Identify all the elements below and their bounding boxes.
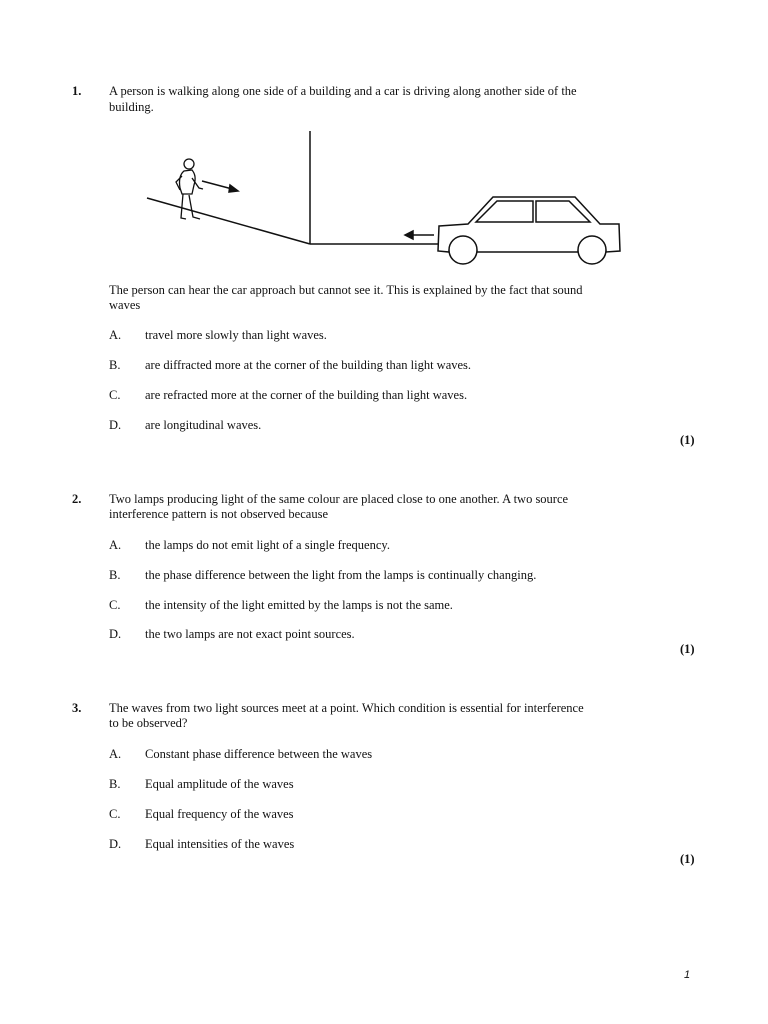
option-text: the intensity of the light emitted by the lamps is not the same. (145, 598, 453, 612)
option-text: travel more slowly than light waves. (145, 328, 327, 342)
question-1-lead-line1: The person can hear the car approach but cannot see it. This is explained by the fact that sound (109, 283, 583, 297)
option-letter: C. (109, 598, 121, 612)
option-text: are refracted more at the corner of the building than light waves. (145, 388, 468, 402)
option-text: Equal frequency of the waves (145, 807, 294, 821)
option-text: are diffracted more at the corner of the building than light waves. (145, 358, 472, 372)
option-text: the two lamps are not exact point sources. (145, 627, 355, 641)
building-diagram (0, 0, 768, 300)
option-letter: B. (109, 568, 121, 582)
option-letter: D. (109, 837, 122, 851)
option-letter: C. (109, 807, 121, 821)
question-2-stem-line1: Two lamps producing light of the same colour are placed close to one another. A two source (109, 492, 569, 506)
option-letter: D. (109, 627, 122, 641)
option-text: are longitudinal waves. (145, 418, 262, 432)
question-3-marks: (1) (680, 852, 695, 866)
option-letter: A. (109, 538, 122, 552)
question-2-number: 2. (72, 492, 82, 506)
question-1-marks: (1) (680, 433, 695, 447)
question-3-number: 3. (72, 701, 82, 715)
car-icon (438, 197, 620, 264)
question-3-stem-line1: The waves from two light sources meet at a point. Which condition is essential for interference (109, 701, 584, 715)
question-3-stem-line2: to be observed? (109, 716, 188, 730)
question-2-stem-line2: interference pattern is not observed because (109, 507, 328, 521)
option-letter: C. (109, 388, 121, 402)
option-letter: A. (109, 328, 122, 342)
car-direction-arrow (405, 231, 434, 239)
option-text: Equal intensities of the waves (145, 837, 295, 851)
option-text: the lamps do not emit light of a single frequency. (145, 538, 390, 552)
option-letter: A. (109, 747, 122, 761)
option-text: Constant phase difference between the waves (145, 747, 373, 761)
page-number: 1 (684, 969, 691, 981)
option-letter: B. (109, 358, 121, 372)
walk-direction-arrow (202, 181, 238, 192)
pavement-line (147, 198, 310, 244)
option-text: the phase difference between the light from the lamps is continually changing. (145, 568, 537, 582)
option-text: Equal amplitude of the waves (145, 777, 294, 791)
question-2-marks: (1) (680, 642, 695, 656)
question-1-number: 1. (72, 84, 82, 98)
option-letter: B. (109, 777, 121, 791)
option-letter: D. (109, 418, 122, 432)
question-1-stem-line2: building. (109, 100, 154, 114)
question-1-stem-line1: A person is walking along one side of a building and a car is driving along another side of the (109, 84, 577, 98)
question-1-lead-line2: waves (109, 298, 141, 312)
